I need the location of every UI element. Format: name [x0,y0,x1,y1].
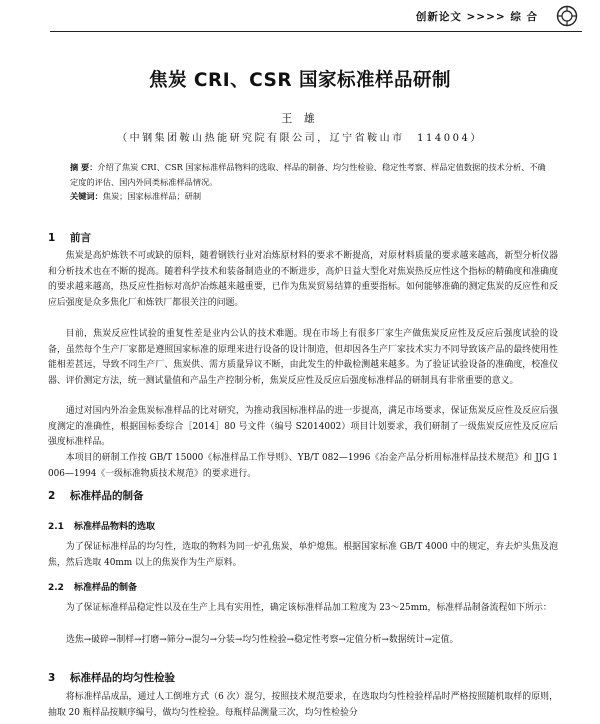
section-number: 2 [48,490,56,502]
section-heading-1 [48,230,91,245]
process-flow: 选焦→破碎→制样→打磨→筛分→混匀→分装→均匀性检验→稳定性考察→定值分析→数据统计→定值。 [66,635,459,645]
keywords-label: 关键词： [70,191,103,201]
subsection-number: 2.1 [48,522,64,532]
section-title: 标准样品的制备 [70,490,144,502]
section-title: 前言 [70,232,91,244]
body-paragraph-6: 为了保证标准样品稳定性以及在生产上具有实用性，确定该标准样品加工粒度为 23～25mm，标准样品制备流程如下所示： [65,603,552,613]
section-heading-2 [48,488,144,503]
abstract [70,160,548,189]
body-paragraph-5: 为了保证标准样品的均匀性，选取的物料为同一炉孔焦炭，单炉熄焦。根据国家标准 GB/T 4000 中的规定，弃去炉头焦及泡焦，然后选取 40mm 以上的焦炭作为生产原料。 [48,542,558,568]
abstract-text: 介绍了焦炭 CRI、CSR 国家标准样品物料的选取、样品的制备、均匀性检验、稳定性考察、样品定值数据的技术分析、不确定度的评估、国内外同类标准样品情况。 [70,162,546,187]
subsection-title: 标准样品物料的选取 [74,522,156,532]
paper-title: 焦炭 CRI、CSR 国家标准样品研制 [148,70,452,91]
section-heading-3 [48,670,175,685]
body-paragraph-1: 焦炭是高炉炼铁不可或缺的原料，随着钢铁行业对冶炼原材料的要求不断提高，对原材料质量的要求越来越高，新型分析仪器和分析技术也在不断的提高。随着科学技术和装备制造业的不断进步，高炉日益大型化对焦炭热反应性这个指标的精确度和准确度的要求越来越高，热反应性指标对高炉冶炼越来越重要，已作为焦炭贸易结算的重要指标。如何能够准确的测定焦炭的反应性和反应后强度是众多焦化厂和炼铁厂都很关注的问题。 [48,251,558,308]
header-rule [50,31,582,32]
subsection-number: 2.2 [48,583,64,593]
author-affiliation: （中钢集团鞍山热能研究院有限公司，辽宁省鞍山市 114004） [117,133,483,144]
section-label: 创新论文 >>>> 综 合 [415,11,538,23]
keywords-text: 焦炭；国家标准样品；研制 [102,191,202,201]
journal-emblem-icon [556,5,578,27]
subsection-heading-2-1 [48,519,155,532]
running-header [0,0,600,32]
section-number: 3 [48,672,56,684]
body-paragraph-7: 将标准样品成品，通过人工倒堆方式（6 次）混匀，按照技术规范要求，在选取均匀性检验样品时严格按照随机取样的原则，抽取 20 瓶样品按顺序编号，做均匀性检验。每瓶样品测量三次，均匀性检验分 [48,692,558,718]
keywords [70,190,548,202]
author-name: 王 雄 [281,112,319,125]
subsection-title: 标准样品的制备 [74,583,138,593]
body-paragraph-3: 通过对国内外冶金焦炭标准样品的比对研究，为推动我国标准样品的进一步提高，满足市场要求，保证焦炭反应性及反应后强度测定的准确性，根据国标委综合［2014］80 号文件（编号 S2014002）项目计划要求，我们研制了一级焦炭反应性及反应后强度标准样品。 [48,406,558,448]
body-paragraph-4: 本项目的研制工作按 GB/T 15000《标准样品工作导则》、YB/T 082—1996《冶金产品分析用标准样品技术规范》和 JJG 1006—1994《一级标准物质技术规范》的要求进行。 [48,453,558,479]
subsection-heading-2-2 [48,580,137,593]
section-number: 1 [48,232,56,244]
section-title: 标准样品的均匀性检验 [70,672,175,684]
body-paragraph-2: 目前，焦炭反应性试验的重复性差是业内公认的技术难题。现在市场上有很多厂家生产做焦炭反应性及反应后强度试验的设备，虽然每个生产厂家都是遵照国家标准的原理来进行设备的设计制造，但却因各生产厂家技术实力不同导致该产品的最终使用性能相差甚远，导致不同生产厂、焦炭供、需方质量异议不断，由此发生的仲裁检测越来越多。为了验证试验设备的准确度，校准仪器、评价测定方法，统一测试量值和产品生产控制分析，焦炭反应性及反应后强度标准样品的研制具有非常重要的意义。 [48,329,558,386]
abstract-label: 摘 要： [70,162,98,172]
